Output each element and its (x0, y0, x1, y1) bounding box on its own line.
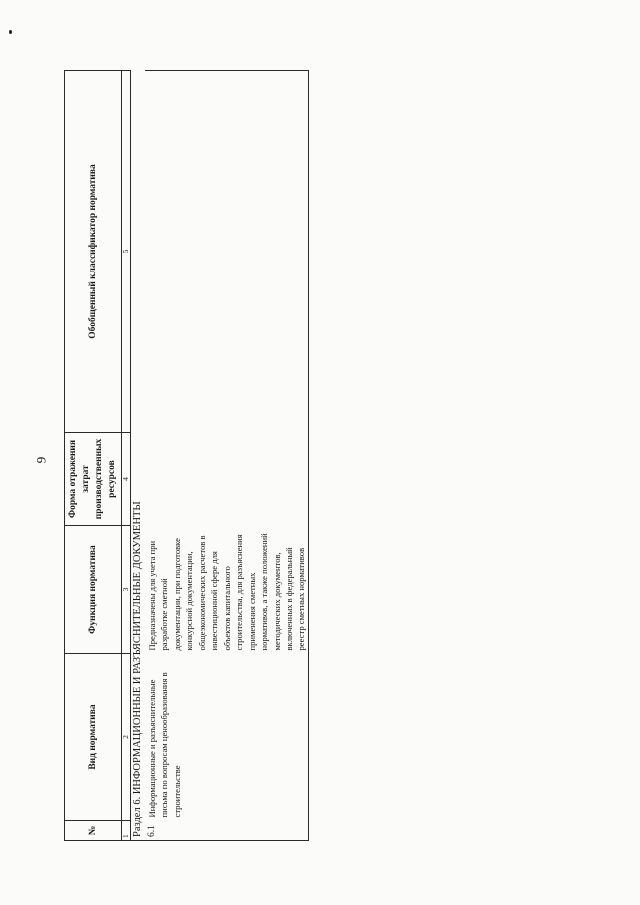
column-number: 1 (122, 821, 131, 841)
header-form: Форма отражения затрат производственных ресурсов (65, 433, 122, 526)
header-function: Функция норматива (65, 526, 122, 654)
section-row (131, 71, 146, 841)
header-classifier: Обобщенный классификатор норматива (65, 71, 122, 433)
column-number: 2 (122, 654, 131, 821)
header-row (65, 71, 122, 841)
header-no: № (65, 821, 122, 841)
column-numbers-row (122, 71, 131, 841)
header-kind: Вид норматива (65, 654, 122, 821)
table-row (145, 71, 308, 841)
row-classifier (145, 71, 308, 433)
row-form (145, 433, 308, 526)
section-title: Раздел 6. ИНФОРМАЦИОННЫЕ И РАЗЪЯСНИТЕЛЬНЫЕ ДОКУМЕНТЫ (131, 71, 146, 841)
scan-speck (9, 30, 12, 34)
column-number: 4 (122, 433, 131, 526)
row-function: Предназначены для учета при разработке сметной документации, при подготовке конкурсной документации, общеэкономических расчетов в инвестиционной сфере для объектов капитального строительства, для разъяснения применения сметных нормативов, а также положений методических документов, включенных в федеральный реестр сметных нормативов (145, 526, 308, 654)
row-kind: Информационные и разъяснительные письма по вопросам ценообразования в строительстве (145, 654, 308, 821)
normatives-table (64, 70, 309, 841)
rotated-table-container (64, 71, 307, 841)
column-number: 5 (122, 71, 131, 433)
page-number: 9 (33, 456, 49, 464)
row-number: 6.1 (145, 821, 308, 841)
column-number: 3 (122, 526, 131, 654)
